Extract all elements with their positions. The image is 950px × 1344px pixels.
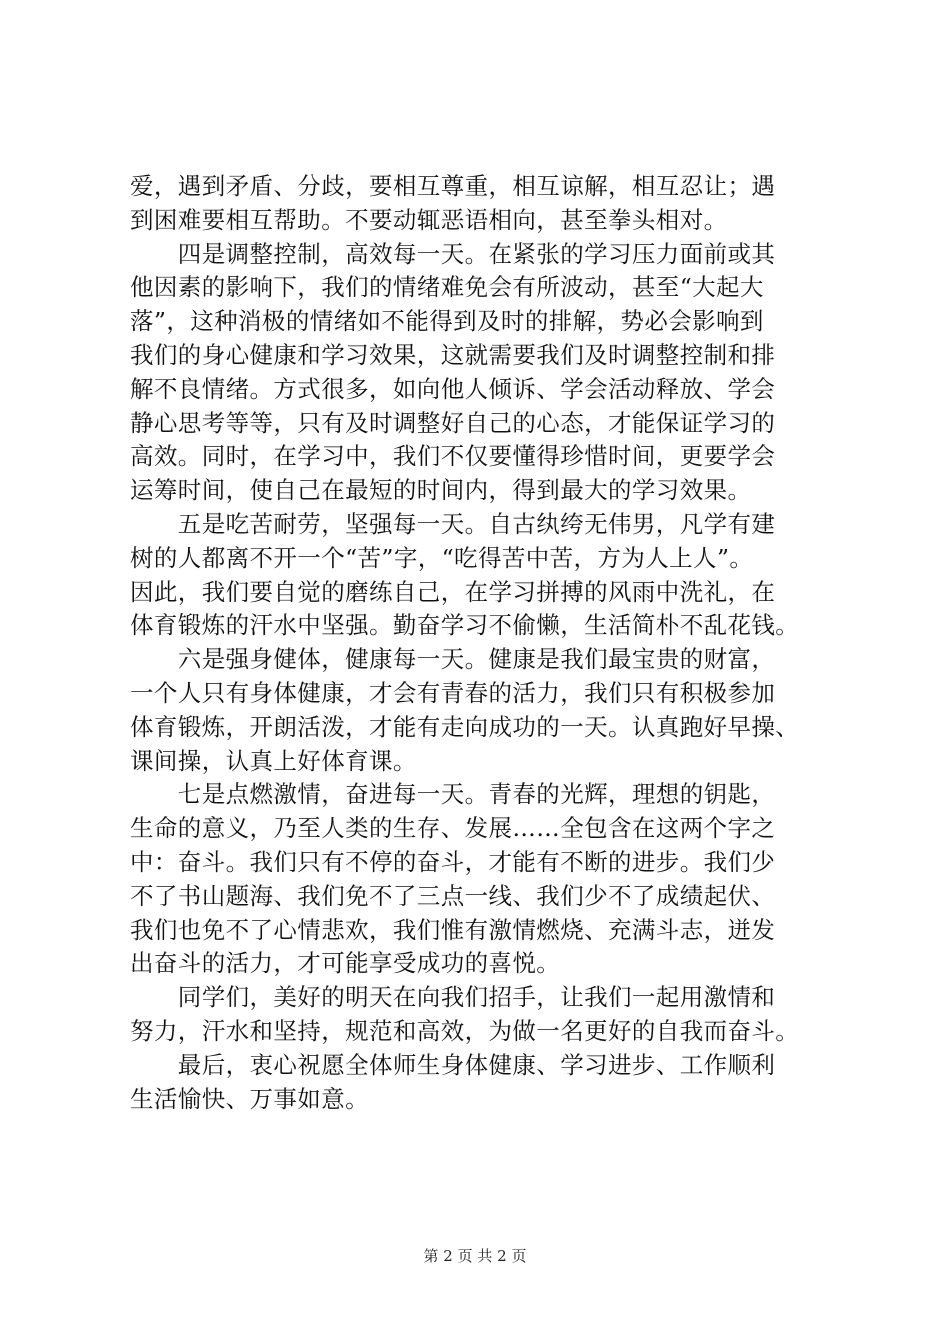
text-line: 高效。同时，在学习中，我们不仅要懂得珍惜时间，更要学会	[130, 442, 776, 471]
text-line: 出奋斗的活力，才可能享受成功的喜悦。	[130, 949, 561, 978]
text-line: 六是强身健体，健康每一天。健康是我们最宝贵的财富，	[130, 645, 776, 674]
text-line: 一个人只有身体健康，才会有青春的活力，我们只有积极参加	[130, 678, 776, 707]
text-line: 解不良情绪。方式很多，如向他人倾诉、学会活动释放、学会	[130, 374, 776, 403]
text-line: 七是点燃激情，奋进每一天。青春的光辉，理想的钥匙，	[130, 780, 776, 809]
text-line: 课间操，认真上好体育课。	[130, 746, 417, 775]
text-line: 生活愉快、万事如意。	[130, 1084, 369, 1113]
text-line: 不了书山题海、我们免不了三点一线、我们少不了成绩起伏、	[130, 881, 776, 910]
text-line: 体育锻炼，开朗活泼，才能有走向成功的一天。认真跑好早操、	[130, 712, 800, 741]
text-line: 体育锻炼的汗水中坚强。勤奋学习不偷懒，生活简朴不乱花钱。	[130, 611, 800, 640]
text-line: 最后，衷心祝愿全体师生身体健康、学习进步、工作顺利	[130, 1050, 776, 1079]
text-line: 同学们，美好的明天在向我们招手，让我们一起用激情和	[130, 983, 776, 1012]
text-line: 运筹时间，使自己在最短的时间内，得到最大的学习效果。	[130, 476, 752, 505]
text-line: 我们也免不了心情悲欢，我们惟有激情燃烧、充满斗志，迸发	[130, 915, 776, 944]
document-body	[130, 170, 830, 1116]
text-line: 树的人都离不开一个“苦”字，“吃得苦中苦，方为人上人”。	[130, 543, 754, 572]
text-line: 他因素的影响下，我们的情绪难免会有所波动，甚至“大起大	[130, 273, 764, 302]
text-line: 我们的身心健康和学习效果，这就需要我们及时调整控制和排	[130, 340, 776, 369]
text-line: 静心思考等等，只有及时调整好自己的心态，才能保证学习的	[130, 408, 776, 437]
text-line: 中：奋斗。我们只有不停的奋斗，才能有不断的进步。我们少	[130, 847, 776, 876]
text-line: 努力，汗水和坚持，规范和高效，为做一名更好的自我而奋斗。	[130, 1016, 800, 1045]
text-line: 四是调整控制，高效每一天。在紧张的学习压力面前或其	[130, 239, 776, 268]
page-number: 第 2 页 共 2 页	[423, 1247, 527, 1265]
text-line: 落”，这种消极的情绪如不能得到及时的排解，势必会影响到	[130, 307, 764, 336]
text-line: 因此，我们要自觉的磨练自己，在学习拼搏的风雨中洗礼，在	[130, 577, 776, 606]
text-line: 到困难要相互帮助。不要动辄恶语相向，甚至拳头相对。	[130, 205, 728, 234]
text-line: 爱，遇到矛盾、分歧，要相互尊重，相互谅解，相互忍让；遇	[130, 172, 776, 200]
text-line: 五是吃苦耐劳，坚强每一天。自古纨绔无伟男，凡学有建	[130, 509, 776, 538]
text-line: 生命的意义，乃至人类的生存、发展……全包含在这两个字之	[130, 814, 776, 843]
